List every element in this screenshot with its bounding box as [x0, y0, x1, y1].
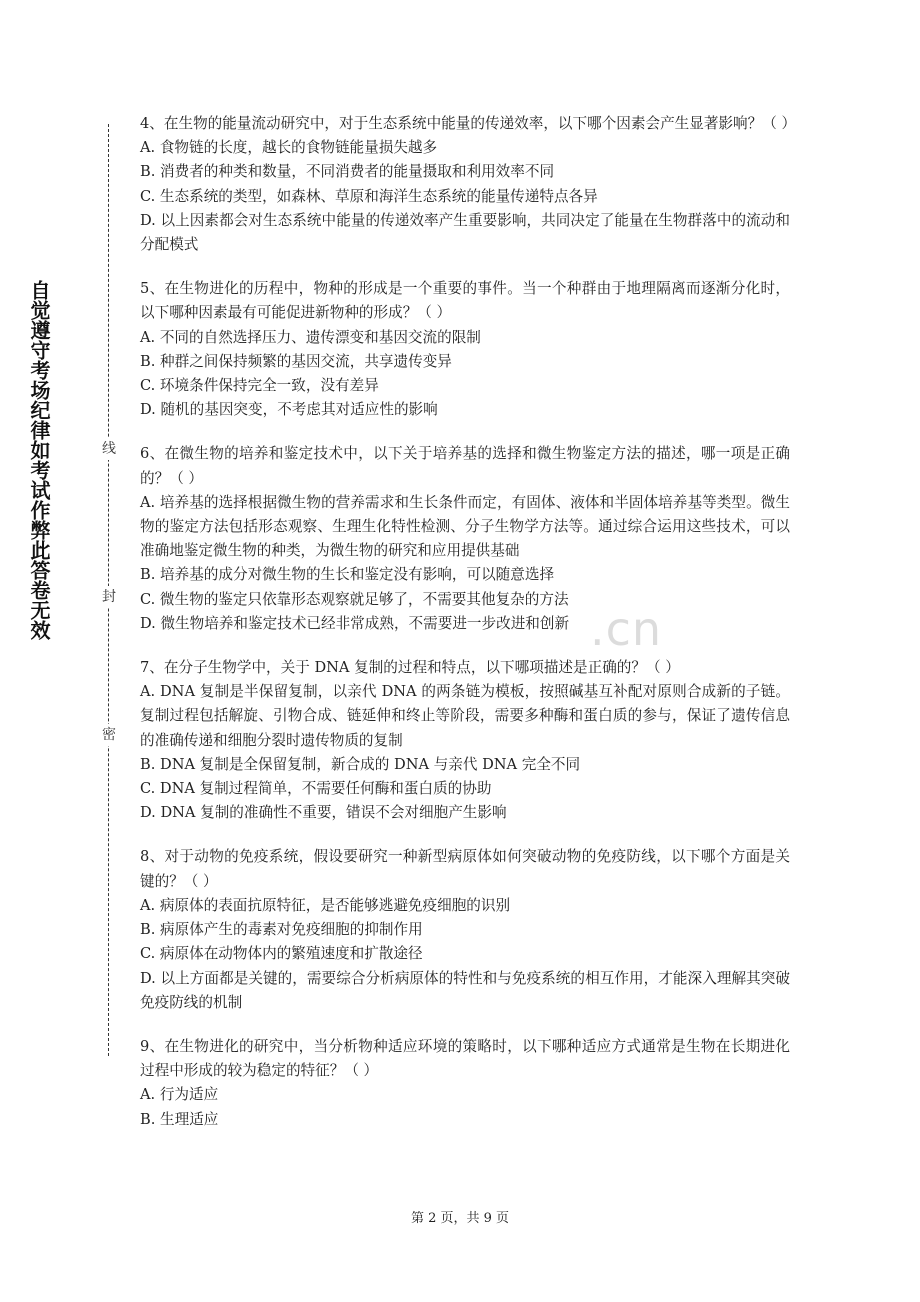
page-number: 第 2 页，共 9 页: [410, 1211, 510, 1226]
question-8: [140, 845, 790, 1014]
option-a: A. 不同的自然选择压力、遗传漂变和基因交流的限制: [140, 328, 481, 346]
question-6: [140, 442, 790, 636]
option-c: C. DNA 复制过程简单，不需要任何酶和蛋白质的协助: [140, 780, 492, 798]
binding-mark-xian: 线: [100, 438, 118, 460]
option-c: C. 微生物的鉴定只依靠形态观察就足够了，不需要其他复杂的方法: [140, 590, 569, 608]
question-9: [140, 1035, 790, 1132]
option-a: A. 培养基的选择根据微生物的营养需求和生长条件而定，有固体、液体和半固体培养基等类型。微生物的鉴定方法包括形态观察、生理生化特性检测、分子生物学方法等。通过综合运用这些技术，可以准确地鉴定微生物的种类，为微生物的研究和应用提供基础: [140, 493, 790, 560]
option-c: C. 病原体在动物体内的繁殖速度和扩散途径: [140, 945, 423, 963]
question-stem: 4、在生物的能量流动研究中，对于生态系统中能量的传递效率，以下哪个因素会产生显著影响？（ ）: [140, 115, 797, 132]
question-5: [140, 277, 790, 422]
question-list: [140, 112, 797, 1132]
exam-discipline-notice: 自觉遵守考场纪律如考试作弊此答卷无效: [27, 280, 51, 640]
question-stem: 5、在生物进化的历程中，物种的形成是一个重要的事件。当一个种群由于地理隔离而逐渐分化时，以下哪种因素最有可能促进新物种的形成？（ ）: [140, 280, 790, 322]
question-4: [140, 112, 797, 257]
option-b: B. DNA 复制是全保留复制，新合成的 DNA 与亲代 DNA 完全不同: [140, 755, 581, 773]
question-7: [140, 656, 790, 825]
option-c: C. 环境条件保持完全一致，没有差异: [140, 377, 379, 395]
option-b: B. 消费者的种类和数量，不同消费者的能量摄取和利用效率不同: [140, 163, 555, 181]
question-stem: 9、在生物进化的研究中，当分析物种适应环境的策略时，以下哪种适应方式通常是生物在长期进化过程中形成的较为稳定的特征？（ ）: [140, 1037, 790, 1080]
option-d: D. 以上方面都是关键的，需要综合分析病原体的特性和与免疫系统的相互作用，才能深入理解其突破免疫防线的机制: [140, 969, 790, 1011]
watermark: .cn: [590, 602, 663, 656]
option-b: B. 病原体产生的毒素对免疫细胞的抑制作用: [140, 921, 423, 939]
option-d: D. DNA 复制的准确性不重要，错误不会对细胞产生影响: [140, 804, 507, 822]
option-a: A. 食物链的长度，越长的食物链能量损失越多: [140, 139, 438, 157]
question-stem: 8、对于动物的免疫系统，假设要研究一种新型病原体如何突破动物的免疫防线，以下哪个方面是关键的？（ ）: [140, 848, 790, 890]
option-b: B. 种群之间保持频繁的基因交流，共享遗传变异: [140, 352, 452, 370]
option-b: B. 培养基的成分对微生物的生长和鉴定没有影响，可以随意选择: [140, 566, 555, 584]
binding-mark-mi: 密: [100, 724, 118, 746]
option-d: D. 微生物培养和鉴定技术已经非常成熟，不需要进一步改进和创新: [140, 614, 570, 632]
option-d: D. 随机的基因突变，不考虑其对适应性的影响: [140, 401, 438, 419]
question-stem: 7、在分子生物学中，关于 DNA 复制的过程和特点，以下哪项描述是正确的？（ ）: [140, 659, 680, 677]
option-a: A. 行为适应: [140, 1086, 219, 1104]
option-b: B. 生理适应: [140, 1110, 219, 1128]
option-a: A. DNA 复制是半保留复制，以亲代 DNA 的两条链为模板，按照碱基互补配对原则合成新的子链。复制过程包括解旋、引物合成、链延伸和终止等阶段，需要多种酶和蛋白质的参与，保证了遗传信息的准确传递和细胞分裂时遗传物质的复制: [140, 683, 790, 749]
question-stem: 6、在微生物的培养和鉴定技术中，以下关于培养基的选择和微生物鉴定方法的描述，哪一项是正确的？（ ）: [140, 445, 790, 487]
binding-mark-feng: 封: [100, 586, 118, 608]
option-c: C. 生态系统的类型，如森林、草原和海洋生态系统的能量传递特点各异: [140, 187, 598, 205]
option-d: D. 以上因素都会对生态系统中能量的传递效率产生重要影响，共同决定了能量在生物群落中的流动和分配模式: [140, 211, 790, 254]
option-a: A. 病原体的表面抗原特征，是否能够逃避免疫细胞的识别: [140, 896, 511, 914]
